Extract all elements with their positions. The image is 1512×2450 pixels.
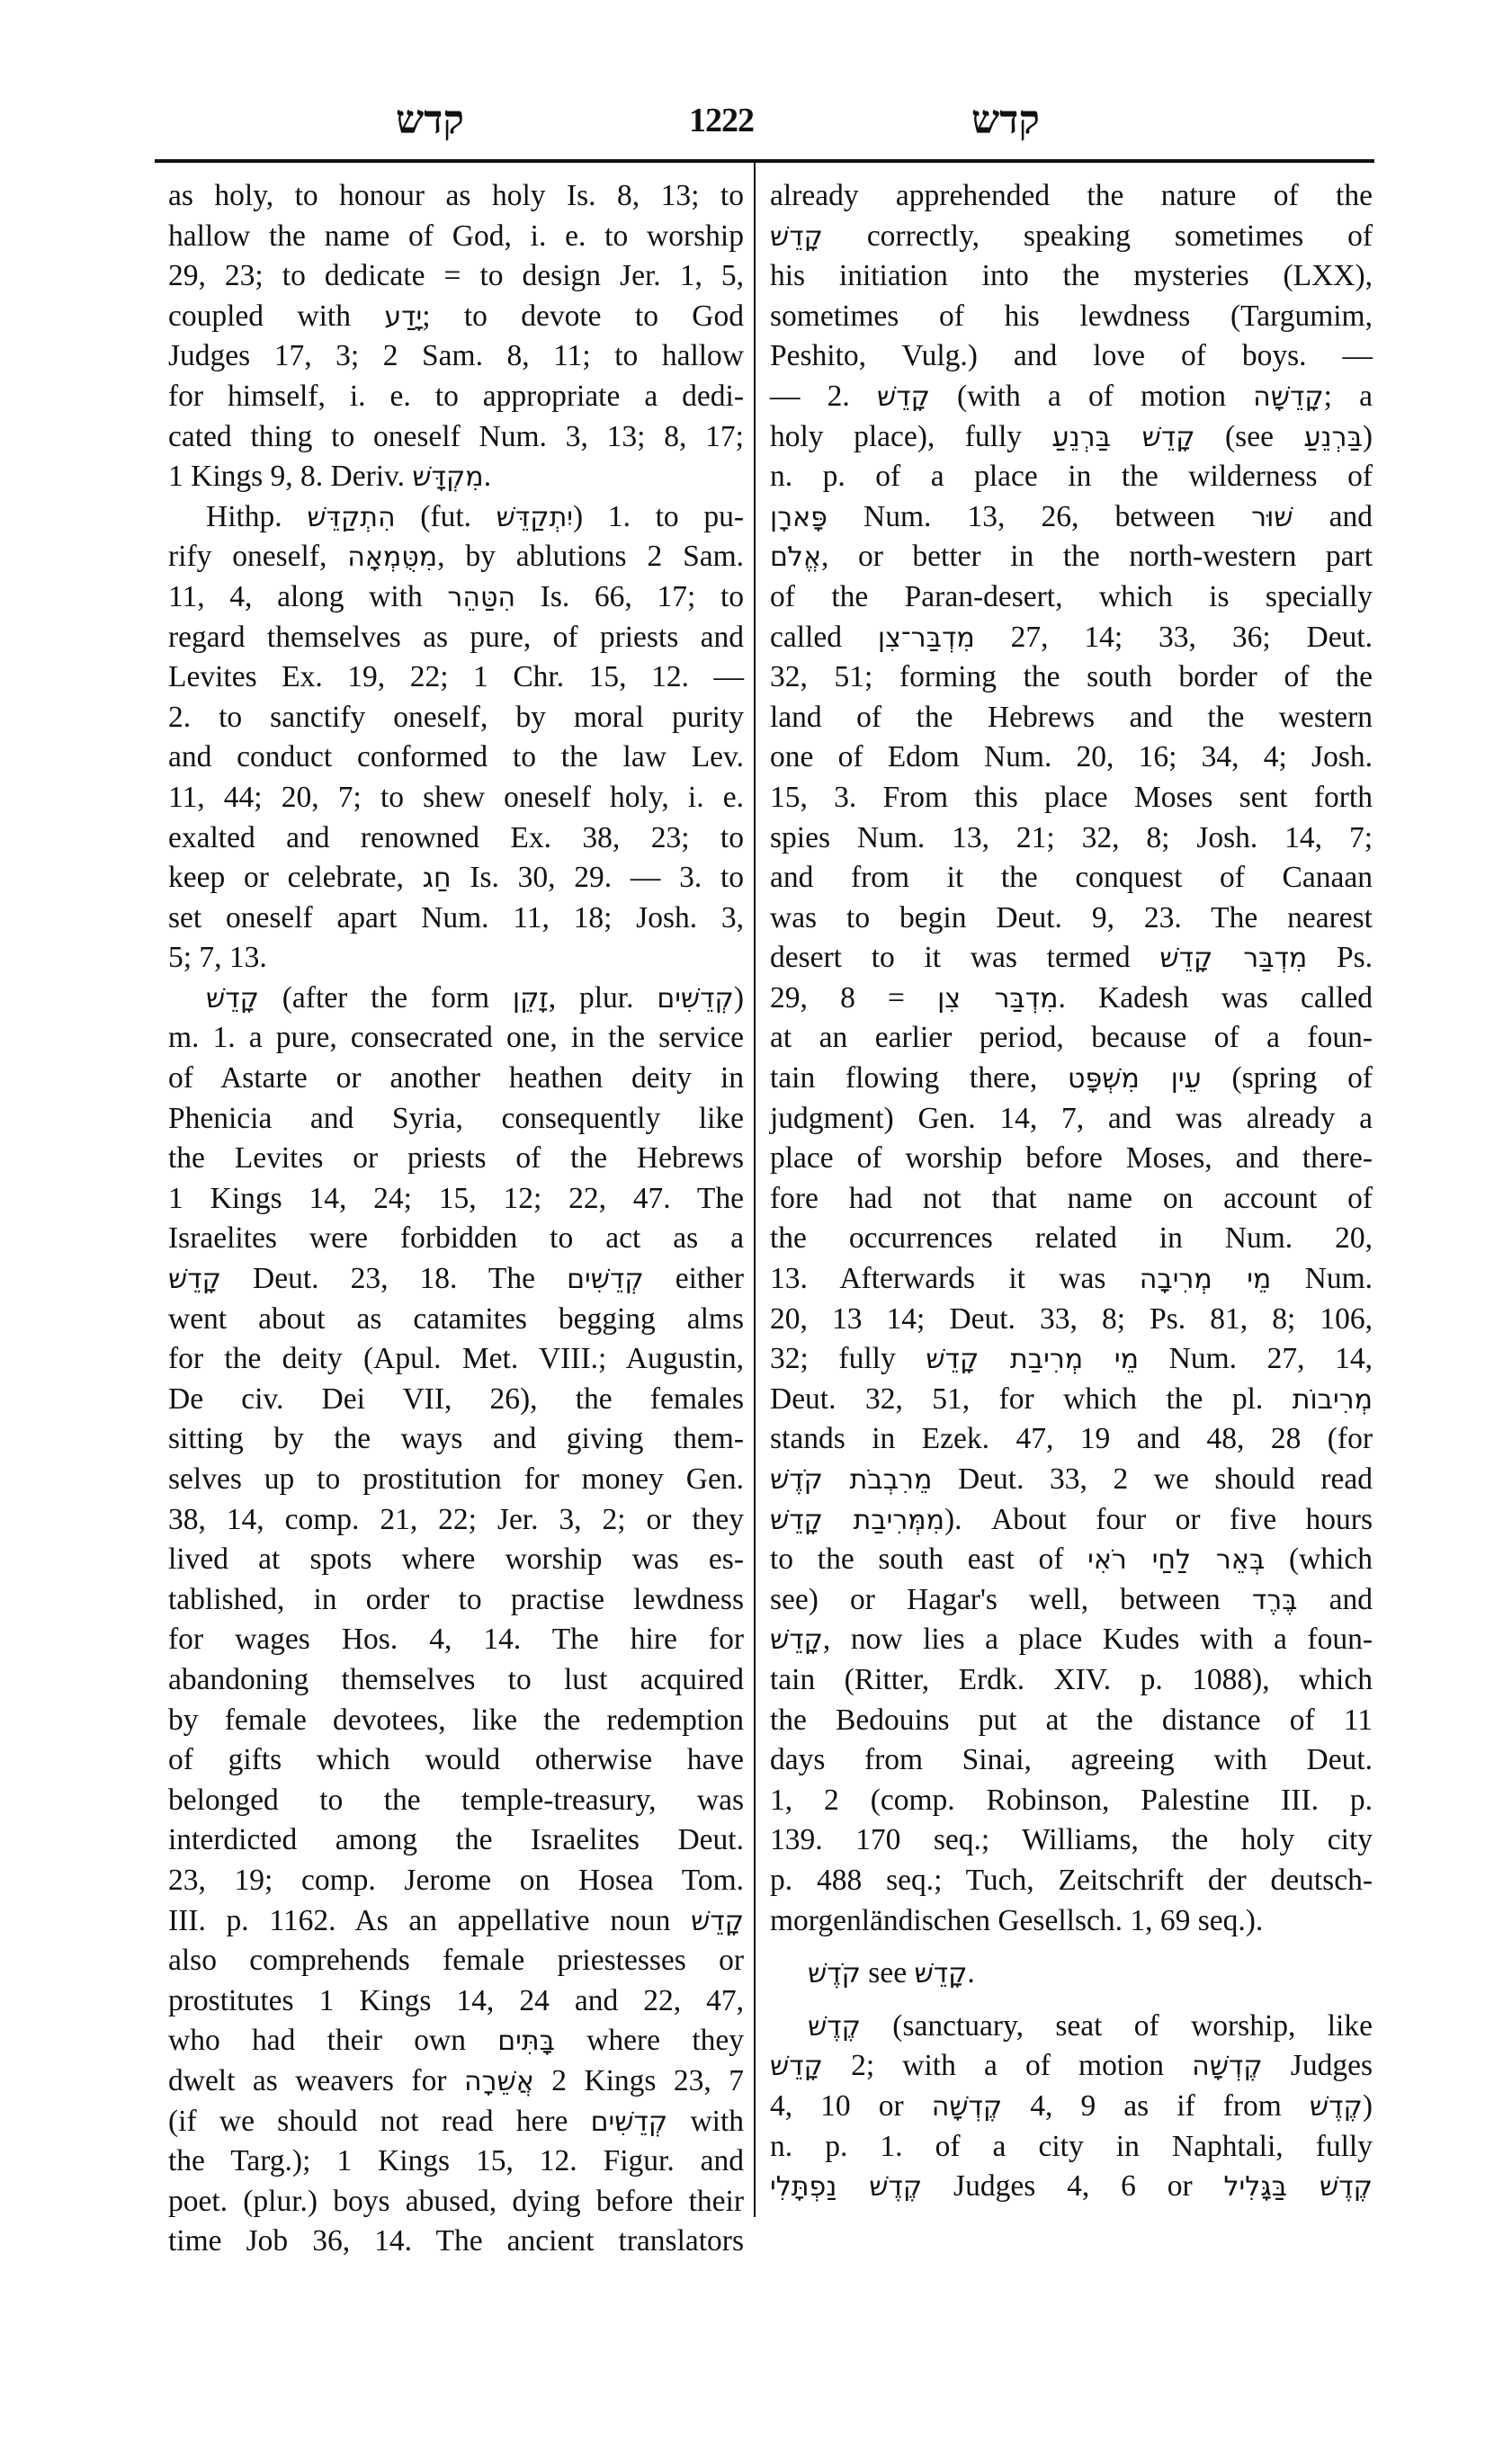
text-line: 1 Kings 14, 24; 15, 12; 22, 47. The: [168, 1181, 744, 1215]
text-line: cated thing to oneself Num. 3, 13; 8, 17;: [168, 419, 744, 453]
right-column: [770, 176, 1373, 2207]
hebrew-word: זָקֵן: [512, 982, 549, 1015]
text-line: 5; 7, 13.: [168, 941, 267, 975]
hebrew-word: קָדֵשׁ: [876, 380, 930, 413]
hebrew-word: בְּאֵר לַחַי רֹאִי: [1087, 1544, 1266, 1577]
hebrew-word: מֵי מְרִיבַת קָדֵשׁ: [926, 1344, 1140, 1376]
text-line: was to begin Deut. 9, 23. The nearest: [770, 900, 1373, 934]
hebrew-word: קָדֵשָׁה: [1253, 380, 1324, 413]
hebrew-word: קָדֵשׁ: [770, 220, 823, 253]
hebrew-word: מִדְבַּר־צִן: [877, 621, 975, 654]
hebrew-word: אֲשֵׁרָה: [463, 2065, 534, 2097]
text-line: 20, 13 14; Deut. 33, 8; Ps. 81, 8; 106,: [770, 1301, 1373, 1336]
text-line: אֱלֹם, or better in the north-western part: [770, 540, 1373, 574]
hebrew-word: מִמְּרִיבַת קָדֵשׁ: [770, 1504, 945, 1536]
text-line: קָדֵשׁ Deut. 23, 18. The קְדֵשִׁים either: [168, 1262, 744, 1296]
hebrew-word: מִקְדָּשׁ: [412, 461, 484, 494]
text-line: the Targ.); 1 Kings 15, 12. Figur. and: [168, 2144, 744, 2178]
text-line: and conduct conformed to the law Lev.: [168, 740, 744, 774]
text-line: 4, 10 or קֶדְשָׁה 4, 9 as if from קֶדֶשׁ): [770, 2088, 1373, 2123]
hebrew-word: יִתְקַדֵּשׁ: [496, 501, 574, 533]
text-line: the occurrences related in Num. 20,: [770, 1221, 1373, 1256]
hebrew-word: בָּתִּים: [497, 2025, 555, 2058]
text-line: went about as catamites begging alms: [168, 1301, 744, 1336]
text-line: p. 488 seq.; Tuch, Zeitschrift der deutsch-: [770, 1863, 1373, 1897]
hebrew-word: הִטַּהֵר: [447, 581, 516, 613]
text-line: 13. Afterwards it was מֵי מְרִיבָה Num.: [770, 1262, 1373, 1296]
text-line: as holy, to honour as holy Is. 8, 13; to: [168, 179, 744, 212]
text-line: 29, 8 = מִדְבַּר צִן. Kadesh was called: [770, 980, 1373, 1015]
text-line: Peshito, Vulg.) and love of boys. —: [770, 339, 1373, 373]
hebrew-word: קֶדֶשׁ: [808, 2010, 861, 2043]
text-line: for wages Hos. 4, 14. The hire for: [168, 1623, 744, 1657]
text-line: judgment) Gen. 14, 7, and was already a: [770, 1101, 1373, 1135]
hebrew-word: קֶדְשָׁה: [1192, 2051, 1263, 2083]
text-line: hallow the name of God, i. e. to worship: [168, 219, 744, 253]
hebrew-word: עֵין מִשְׁפָּט: [1068, 1063, 1202, 1095]
text-line: abandoning themselves to lust acquired: [168, 1662, 744, 1696]
hebrew-word: קָדֵשׁ: [770, 1624, 823, 1657]
text-line: קָדֵשׁ, now lies a place Kudes with a foun-: [770, 1623, 1373, 1657]
hebrew-word: מִדְבַּר צִן: [937, 982, 1059, 1015]
hebrew-word: קָדֵשׁ: [914, 1958, 968, 1990]
text-line: 15, 3. From this place Moses sent forth: [770, 780, 1373, 814]
text-line: n. p. 1. of a city in Naphtali, fully: [770, 2129, 1373, 2163]
text-line: Deut. 32, 51, for which the pl. מְרִיבוֹת: [770, 1381, 1373, 1416]
hebrew-word: אֱלֹם: [770, 541, 822, 574]
text-line: פָּארָן Num. 13, 26, between שׁוּר and: [770, 499, 1373, 533]
text-line: morgenländischen Gesellsch. 1, 69 seq.).: [770, 1903, 1264, 1937]
hebrew-word: בֶּרֶד: [1251, 1584, 1298, 1616]
right-headword: קדש: [971, 97, 1040, 143]
text-line: days from Sinai, agreeing with Deut.: [770, 1743, 1373, 1777]
hebrew-word: קְדֵשִׁים: [657, 982, 734, 1015]
text-line: keep or celebrate, חַג Is. 30, 29. — 3. to: [168, 861, 745, 895]
text-line: lived at spots where worship was es-: [168, 1542, 744, 1577]
hebrew-word: הִתְקַדֵּשׁ: [307, 501, 396, 533]
text-line: מֵרִבְבֹת קֹדֶשׁ Deut. 33, 2 we should read: [770, 1462, 1373, 1496]
hebrew-word: חַג: [422, 863, 452, 895]
hebrew-word: מְרִיבוֹת: [1292, 1383, 1373, 1416]
hebrew-word: מֵרִבְבֹת קֹדֶשׁ: [770, 1464, 933, 1496]
text-line: 11, 44; 20, 7; to shew oneself holy, i. e.: [168, 780, 744, 814]
text-line: fore had not that name on account of: [770, 1181, 1373, 1215]
hebrew-word: קֶדֶשׁ: [1309, 2090, 1363, 2123]
hebrew-word: קֶדֶשׁ נַפְתָּלִי: [770, 2171, 923, 2204]
text-line: called מִדְבַּר־צִן 27, 14; 33, 36; Deut.: [770, 620, 1373, 654]
text-line: — 2. קָדֵשׁ (with a of motion קָדֵשָׁה; a: [770, 379, 1373, 413]
text-line: קֹדֶשׁ see קָדֵשׁ.: [808, 1956, 975, 1990]
hebrew-word: מִדְבַּר קָדֵשׁ: [1159, 943, 1308, 975]
hebrew-word: קָדֵשׁ: [770, 2051, 823, 2083]
text-line: 32, 51; forming the south border of the: [770, 660, 1373, 694]
text-line: one of Edom Num. 20, 16; 34, 4; Josh.: [770, 740, 1373, 774]
hebrew-word: בַּרְנֵעַ: [1303, 421, 1363, 453]
text-line: tain (Ritter, Erdk. XIV. p. 1088), which: [770, 1662, 1373, 1696]
hebrew-word: קָדֵשׁ: [691, 1905, 744, 1937]
text-line: קֶדֶשׁ (sanctuary, seat of worship, like: [808, 2008, 1373, 2043]
text-line: rify oneself, מִטֻּמְאָה, by ablutions 2 Sam.: [168, 540, 745, 574]
text-line: dwelt as weavers for אֲשֵׁרָה 2 Kings 23, 7: [168, 2063, 744, 2097]
column-divider: [754, 162, 756, 2217]
text-line: tain flowing there, עֵין מִשְׁפָּט (spring of: [770, 1061, 1373, 1095]
text-line: n. p. of a place in the wilderness of: [770, 460, 1373, 494]
text-line: Phenicia and Syria, consequently like: [168, 1101, 744, 1135]
text-line: 139. 170 seq.; Williams, the holy city: [770, 1823, 1373, 1857]
text-line: for himself, i. e. to appropriate a dedi-: [168, 379, 744, 413]
text-line: קָדֵשׁ (after the form זָקֵן, plur. קְדֵשִׁים): [206, 980, 745, 1015]
hebrew-word: שׁוּר: [1251, 501, 1293, 533]
text-line: sometimes of his lewdness (Targumim,: [770, 299, 1373, 333]
text-line: and from it the conquest of Canaan: [770, 861, 1373, 895]
text-line: set oneself apart Num. 11, 18; Josh. 3,: [168, 900, 744, 934]
text-line: קֶדֶשׁ נַפְתָּלִי Judges 4, 6 or קֶדֶשׁ בַּגָּלִיל: [770, 2169, 1373, 2204]
text-line: 1 Kings 9, 8. Deriv. מִקְדָּשׁ.: [168, 460, 492, 494]
hebrew-word: קְדֵשִׁים: [590, 2106, 668, 2138]
text-line: Israelites were forbidden to act as a: [168, 1221, 744, 1256]
text-line: 23, 19; comp. Jerome on Hosea Tom.: [168, 1863, 744, 1897]
text-line: Hithp. הִתְקַדֵּשׁ (fut. יִתְקַדֵּשׁ) 1. to pu-: [206, 499, 745, 533]
hebrew-word: יָדַע: [384, 300, 423, 333]
text-line: prostitutes 1 Kings 14, 24 and 22, 47,: [168, 1983, 744, 2017]
text-line: III. p. 1162. As an appellative noun קָדֵשׁ: [168, 1903, 744, 1937]
hebrew-word: קָדֵשׁ: [206, 982, 259, 1015]
text-line: spies Num. 13, 21; 32, 8; Josh. 14, 7;: [770, 820, 1373, 854]
text-line: of the Paran-desert, which is specially: [770, 579, 1373, 613]
left-column: [168, 176, 744, 2262]
text-line: the Levites or priests of the Hebrews: [168, 1141, 744, 1176]
text-line: the Bedouins put at the distance of 11: [770, 1703, 1373, 1737]
text-line: already apprehended the nature of the: [770, 179, 1373, 212]
text-line: belonged to the temple-treasury, was: [168, 1783, 744, 1817]
hebrew-word: קְדֵשִׁים: [567, 1264, 644, 1296]
text-line: tablished, in order to practise lewdness: [168, 1582, 744, 1616]
text-line: poet. (plur.) boys abused, dying before their: [168, 2184, 744, 2218]
page-number: 1222: [689, 102, 754, 139]
text-line: 32; fully מֵי מְרִיבַת קָדֵשׁ Num. 27, 14,: [770, 1342, 1373, 1376]
hebrew-word: קָדֵשׁ: [168, 1264, 221, 1296]
text-line: land of the Hebrews and the western: [770, 700, 1373, 734]
text-line: m. 1. a pure, consecrated one, in the service: [168, 1021, 744, 1055]
text-line: 38, 14, comp. 21, 22; Jer. 3, 2; or they: [168, 1502, 744, 1536]
text-line: at an earlier period, because of a foun-: [770, 1021, 1373, 1055]
text-line: desert to it was termed מִדְבַּר קָדֵשׁ Ps.: [770, 941, 1373, 975]
hebrew-word: קֶדְשָׁה: [931, 2090, 1003, 2123]
text-line: regard themselves as pure, of priests and: [168, 620, 744, 654]
text-line: coupled with יָדַע; to devote to God: [168, 299, 744, 333]
text-line: קָדֵשׁ correctly, speaking sometimes of: [770, 219, 1373, 253]
text-line: his initiation into the mysteries (LXX),: [770, 259, 1373, 293]
text-line: for the deity (Apul. Met. VIII.; Augustin,: [168, 1342, 744, 1376]
running-header: [153, 90, 1376, 153]
text-line: sitting by the ways and giving them-: [168, 1422, 744, 1456]
text-line: of gifts which would otherwise have: [168, 1743, 744, 1777]
text-line: of Astarte or another heathen deity in: [168, 1061, 744, 1095]
text-line: time Job 36, 14. The ancient translators: [168, 2224, 744, 2258]
text-line: see) or Hagar's well, between בֶּרֶד and: [770, 1582, 1373, 1616]
text-line: Levites Ex. 19, 22; 1 Chr. 15, 12. —: [168, 660, 744, 694]
text-line: selves up to prostitution for money Gen.: [168, 1462, 744, 1496]
text-line: exalted and renowned Ex. 38, 23; to: [168, 820, 744, 854]
text-line: by female devotees, like the redemption: [168, 1703, 744, 1737]
header-rule: [155, 159, 1374, 163]
text-line: (if we should not read here קְדֵשִׁים with: [168, 2104, 744, 2138]
text-line: also comprehends female priestesses or: [168, 1944, 744, 1978]
hebrew-word: קֹדֶשׁ: [808, 1958, 861, 1990]
text-line: place of worship before Moses, and there-: [770, 1141, 1373, 1176]
text-line: 11, 4, along with הִטַּהֵר Is. 66, 17; to: [168, 579, 744, 613]
text-line: interdicted among the Israelites Deut.: [168, 1823, 744, 1857]
text-line: who had their own בָּתִּים where they: [168, 2024, 744, 2058]
text-line: מִמְּרִיבַת קָדֵשׁ). About four or five hours: [770, 1502, 1373, 1536]
text-line: stands in Ezek. 47, 19 and 48, 28 (for: [770, 1422, 1373, 1456]
hebrew-word: קֶדֶשׁ בַּגָּלִיל: [1223, 2171, 1373, 2204]
left-headword: קדש: [396, 97, 464, 143]
hebrew-word: פָּארָן: [770, 501, 828, 533]
text-line: קָדֵשׁ 2; with a of motion קֶדְשָׁה Judges: [770, 2049, 1373, 2083]
text-line: De civ. Dei VII, 26), the females: [168, 1381, 744, 1416]
hebrew-word: מִטֻּמְאָה: [347, 541, 438, 574]
text-line: 29, 23; to dedicate = to design Jer. 1, 5,: [168, 259, 744, 293]
hebrew-word: מֵי מְרִיבָה: [1139, 1264, 1272, 1296]
text-line: 2. to sanctify oneself, by moral purity: [168, 700, 744, 734]
text-line: to the south east of בְּאֵר לַחַי רֹאִי (which: [770, 1542, 1373, 1577]
text-line: Judges 17, 3; 2 Sam. 8, 11; to hallow: [168, 339, 744, 373]
hebrew-word: קָדֵשׁ בַּרְנֵעַ: [1051, 421, 1195, 453]
text-line: holy place), fully קָדֵשׁ בַּרְנֵעַ (see בַּרְנֵעַ): [770, 419, 1373, 453]
text-line: 1, 2 (comp. Robinson, Palestine III. p.: [770, 1783, 1373, 1817]
